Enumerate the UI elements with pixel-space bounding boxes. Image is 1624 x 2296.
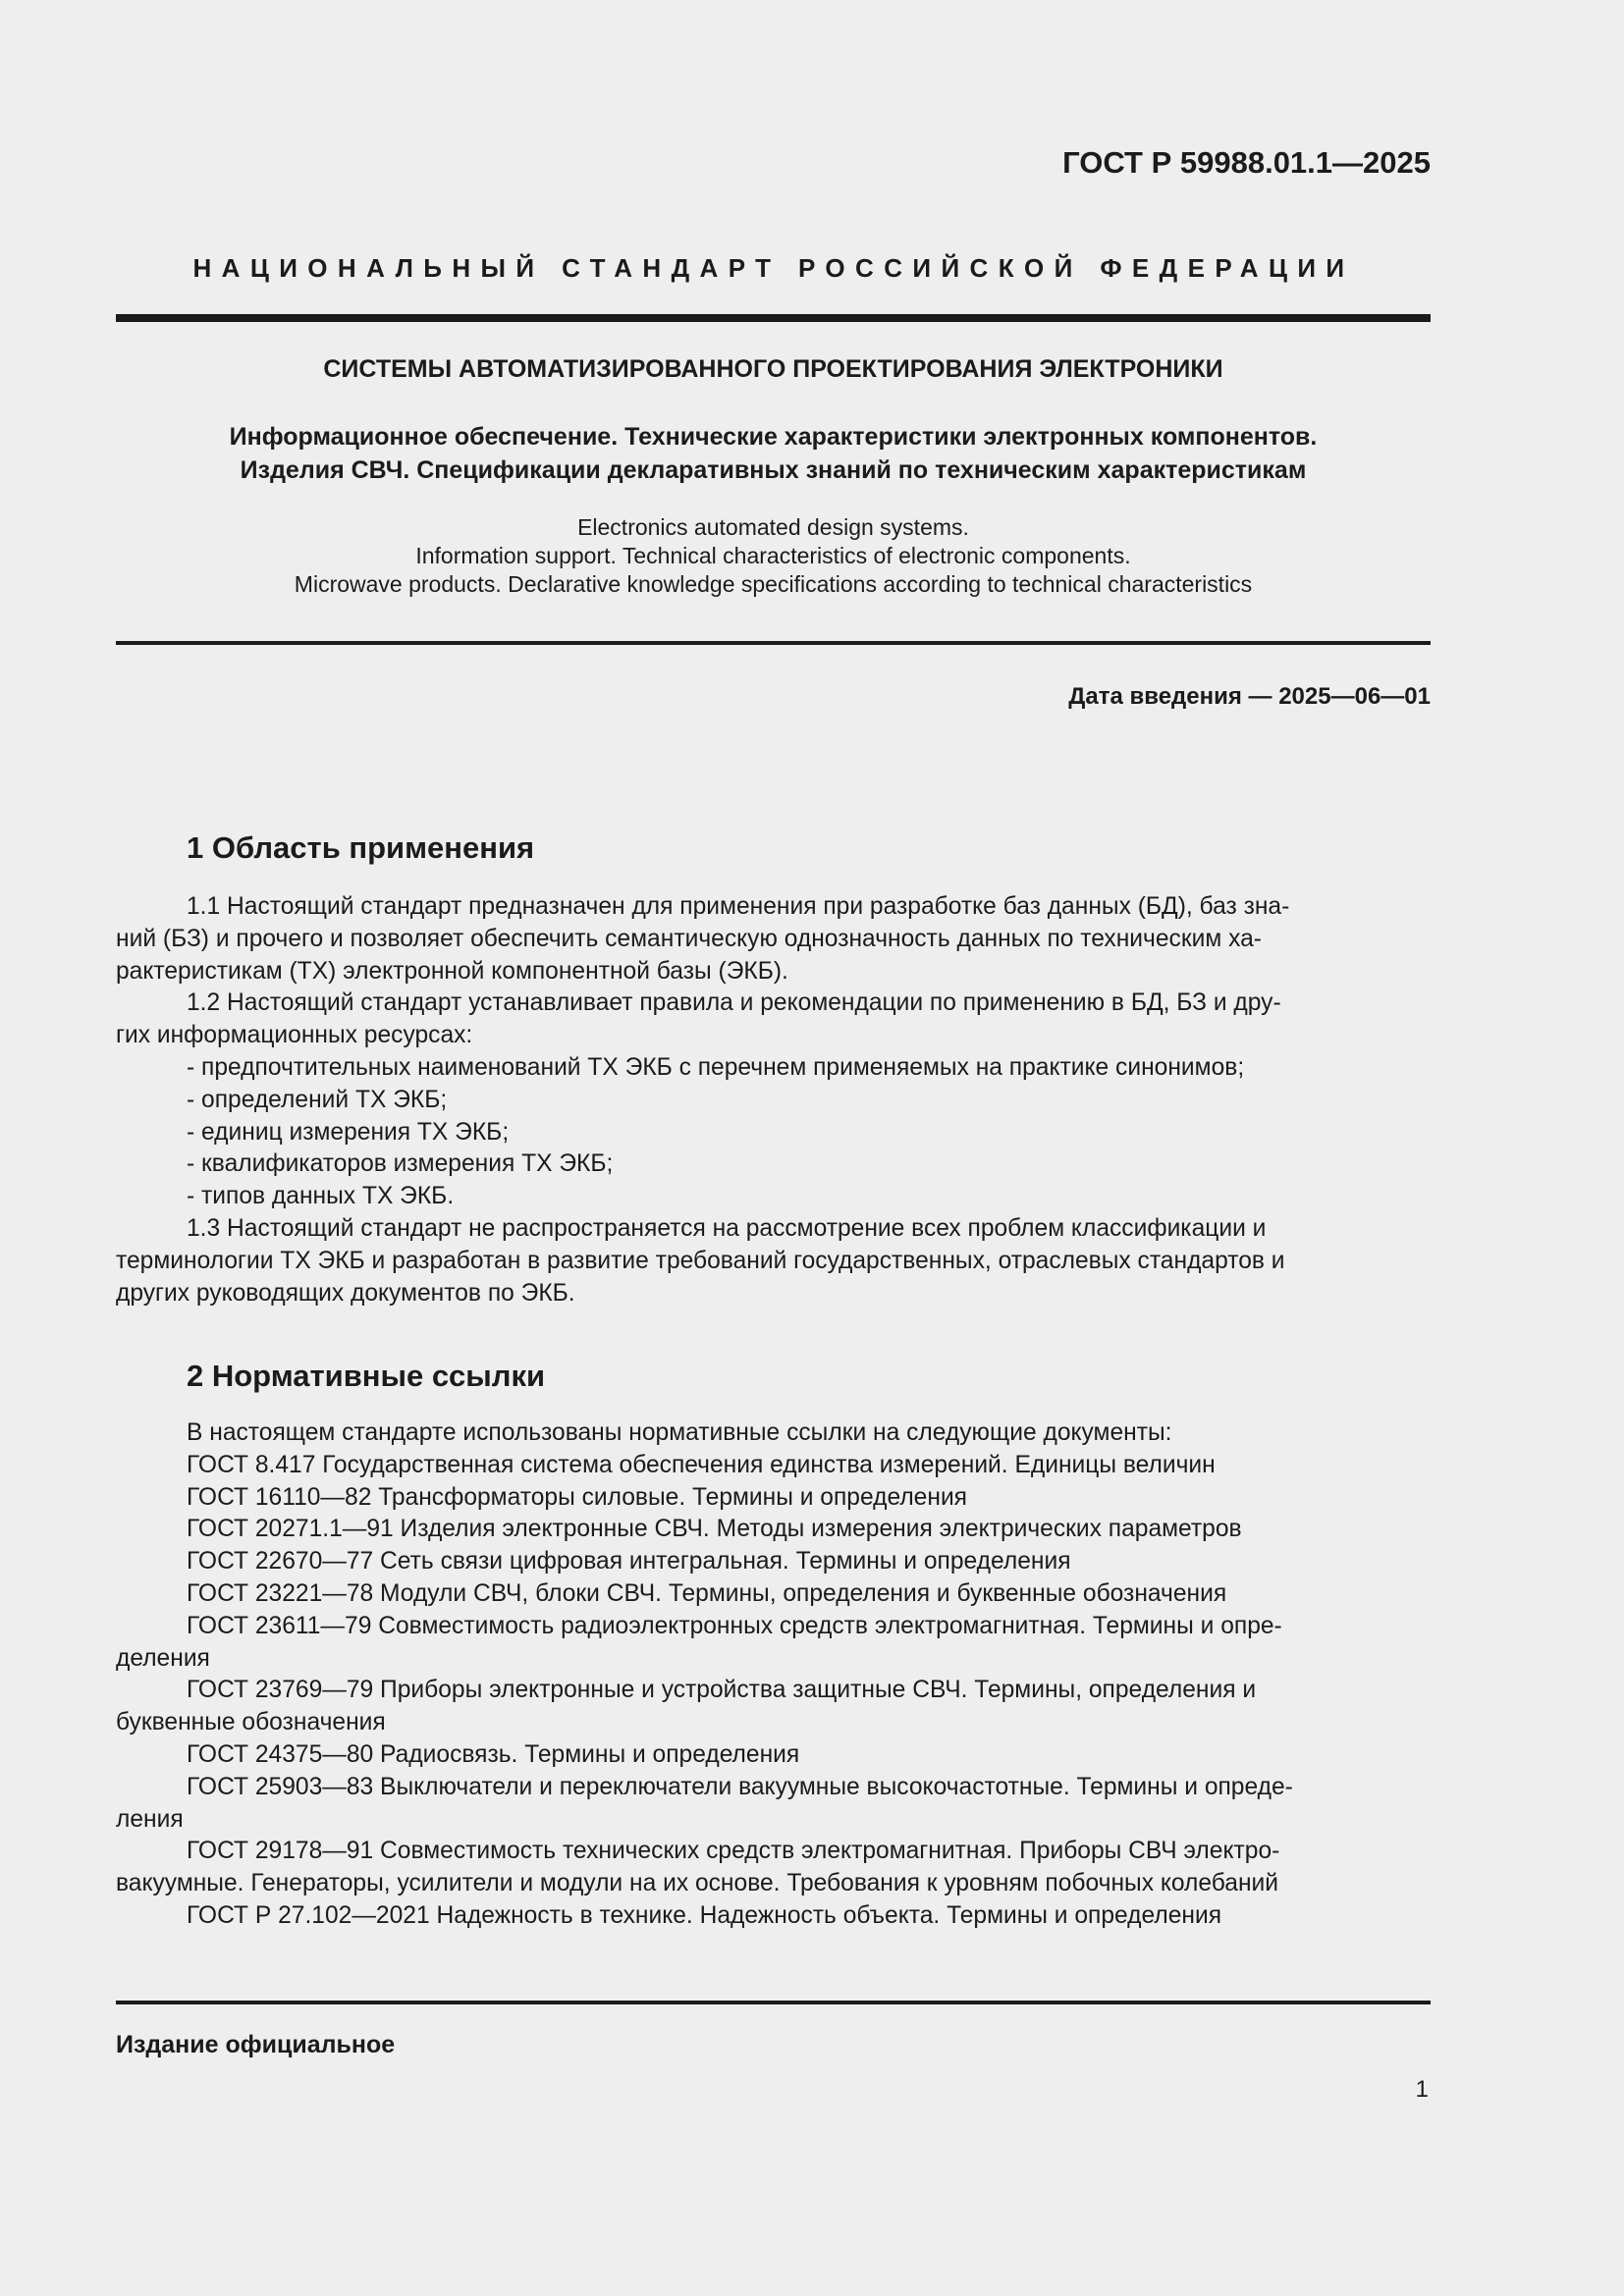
footer-rule: [116, 2001, 1431, 2004]
section-1-heading: 1 Область применения: [187, 830, 535, 865]
subtitle-line: Изделия СВЧ. Спецификации декларативных знаний по техническим характеристикам: [240, 456, 1307, 484]
page-number: 1: [1415, 2076, 1429, 2103]
top-rule: [116, 314, 1431, 322]
section-2-body: [116, 1417, 1431, 1933]
reference-item: ГОСТ 29178—91 Совместимость технических средств электромагнитная. Приборы СВЧ электро-: [187, 1838, 1280, 1865]
list-item: - предпочтительных наименований ТХ ЭКБ с перечнем применяемых на практике синонимов;: [187, 1053, 1245, 1081]
paragraph-line: 1.3 Настоящий стандарт не распространяется на рассмотрение всех проблем классификации и: [187, 1214, 1267, 1242]
reference-item: ГОСТ Р 27.102—2021 Надежность в технике. Надежность объекта. Термины и определения: [187, 1901, 1222, 1929]
reference-item-continued: вакуумные. Генераторы, усилители и модули на их основе. Требования к уровням побочных колебаний: [116, 1870, 1279, 1897]
list-item: - квалификаторов измерения ТХ ЭКБ;: [187, 1150, 614, 1178]
official-edition-label: Издание официальное: [116, 2031, 396, 2058]
list-item: - определений ТХ ЭКБ;: [187, 1086, 448, 1113]
national-standard-title: НАЦИОНАЛЬНЫЙ СТАНДАРТ РОССИЙСКОЙ ФЕДЕРАЦИИ: [192, 253, 1355, 283]
paragraph-line: 1.1 Настоящий стандарт предназначен для применения при разработке баз данных (БД), баз зна-: [187, 893, 1290, 920]
list-item: - единиц измерения ТХ ЭКБ;: [187, 1118, 510, 1146]
english-title-line: Information support. Technical characteristics of electronic components.: [415, 543, 1131, 568]
section-2-heading: 2 Нормативные ссылки: [187, 1359, 546, 1393]
reference-item: ГОСТ 23769—79 Приборы электронные и устройства защитные СВЧ. Термины, определения и: [187, 1677, 1257, 1704]
standard-subtitle: [116, 420, 1431, 487]
english-title-line: Microwave products. Declarative knowledge specifications according to technical characteristics: [294, 571, 1253, 597]
paragraph-line: гих информационных ресурсах:: [116, 1022, 473, 1049]
list-item: - типов данных ТХ ЭКБ.: [187, 1183, 455, 1210]
subtitle-line: Информационное обеспечение. Технические характеристики электронных компонентов.: [229, 423, 1318, 451]
reference-item-continued: деления: [116, 1644, 210, 1672]
reference-item-continued: ления: [116, 1805, 184, 1833]
reference-item: ГОСТ 20271.1—91 Изделия электронные СВЧ. Методы измерения электрических параметров: [187, 1516, 1242, 1543]
title-bottom-rule: [116, 641, 1431, 645]
reference-item: ГОСТ 22670—77 Сеть связи цифровая интегральная. Термины и определения: [187, 1548, 1071, 1575]
standard-title: СИСТЕМЫ АВТОМАТИЗИРОВАННОГО ПРОЕКТИРОВАНИЯ ЭЛЕКТРОНИКИ: [323, 355, 1223, 383]
reference-item: ГОСТ 25903—83 Выключатели и переключатели вакуумные высокочастотные. Термины и опреде-: [187, 1773, 1293, 1800]
section-1-body: [116, 891, 1431, 1309]
document-number: ГОСТ Р 59988.01.1—2025: [1062, 145, 1431, 180]
paragraph-line: других руководящих документов по ЭКБ.: [116, 1279, 575, 1307]
english-title: [116, 513, 1431, 599]
reference-item: ГОСТ 24375—80 Радиосвязь. Термины и определения: [187, 1740, 800, 1768]
introduction-date: Дата введения — 2025—06—01: [1068, 683, 1431, 710]
reference-item: ГОСТ 23221—78 Модули СВЧ, блоки СВЧ. Термины, определения и буквенные обозначения: [187, 1579, 1227, 1607]
reference-item: ГОСТ 16110—82 Трансформаторы силовые. Термины и определения: [187, 1483, 967, 1511]
paragraph-line: ний (БЗ) и прочего и позволяет обеспечить семантическую однозначность данных по техническим ха-: [116, 925, 1262, 952]
reference-item: ГОСТ 8.417 Государственная система обеспечения единства измерений. Единицы величин: [187, 1451, 1216, 1478]
reference-item: ГОСТ 23611—79 Совместимость радиоэлектронных средств электромагнитная. Термины и опре-: [187, 1612, 1282, 1639]
reference-item: В настоящем стандарте использованы нормативные ссылки на следующие документы:: [187, 1419, 1172, 1446]
paragraph-line: 1.2 Настоящий стандарт устанавливает правила и рекомендации по применению в БД, БЗ и дру-: [187, 989, 1281, 1017]
english-title-line: Electronics automated design systems.: [577, 514, 969, 540]
paragraph-line: рактеристикам (ТХ) электронной компонентной базы (ЭКБ).: [116, 957, 788, 985]
paragraph-line: терминологии ТХ ЭКБ и разработан в развитие требований государственных, отраслевых стандартов и: [116, 1247, 1285, 1274]
reference-item-continued: буквенные обозначения: [116, 1709, 386, 1736]
